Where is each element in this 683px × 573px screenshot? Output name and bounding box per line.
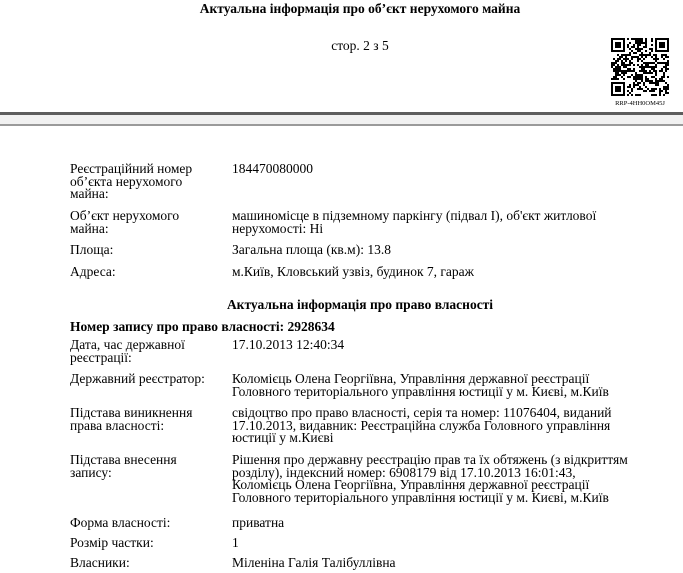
document-page-bottom	[0, 126, 683, 573]
field-value: машиномісце в підземному паркінгу (підвал I), об'єкт житлової нерухомості: Ні	[232, 208, 597, 236]
record-number: Номер запису про право власності: 2928634	[70, 319, 335, 334]
field-label: Об’єкт нерухомого майна:	[70, 208, 180, 236]
field-value: 184470080000	[232, 161, 313, 176]
field-label: Власники:	[70, 555, 130, 570]
field-label: Дата, час державної реєстрації:	[70, 337, 185, 365]
qr-code-icon	[611, 38, 669, 96]
field-label: Підстава внесення запису:	[70, 452, 177, 480]
qr-code-caption: RRP-4HH0OM45J	[615, 100, 665, 107]
field-label: Розмір частки:	[70, 535, 154, 550]
field-value: м.Київ, Кловський узвіз, будинок 7, гараж	[232, 264, 474, 279]
field-label: Державний реєстратор:	[70, 371, 205, 386]
field-value: Коломієць Олена Георгіївна, Управління державної реєстрації Головного територіального управління юстиції у м. Києві, м.Київ	[232, 371, 609, 399]
field-label: Площа:	[70, 242, 114, 257]
field-value: свідоцтво про право власності, серія та номер: 11076404, виданий 17.10.2013, видавник: Реєстраційна служба Головного управління юстиції у м.Києві	[232, 405, 612, 445]
field-value: Загальна площа (кв.м): 13.8	[232, 242, 391, 257]
field-value: 17.10.2013 12:40:34	[232, 337, 345, 352]
page-number: стор. 2 з 5	[331, 38, 389, 53]
field-label: Адреса:	[70, 264, 116, 279]
field-value: Рішення про державну реєстрацію прав та їх обтяжень (з відкриттям розділу), індексний номер: 6908179 від 17.10.2013 16:01:43, Коломієць Олена Георгіївна, Управління державної реєстрації Головного територіального управління юстиції у м. Києві, м.Київ	[232, 452, 628, 505]
field-label: Підстава виникнення права власності:	[70, 405, 193, 433]
page-separator	[0, 112, 683, 126]
field-value: 1	[232, 535, 239, 550]
field-value: приватна	[232, 515, 285, 530]
field-label: Реєстраційний номер об’єкта нерухомого майна:	[70, 161, 193, 201]
field-value: Міленіна Галія Талібуллівна	[232, 555, 396, 570]
field-label: Форма власності:	[70, 515, 171, 530]
section-title: Актуальна інформація про право власності	[226, 297, 494, 312]
document-page-top	[0, 0, 683, 112]
document-title: Актуальна інформація про об’єкт нерухомого майна	[199, 1, 521, 16]
